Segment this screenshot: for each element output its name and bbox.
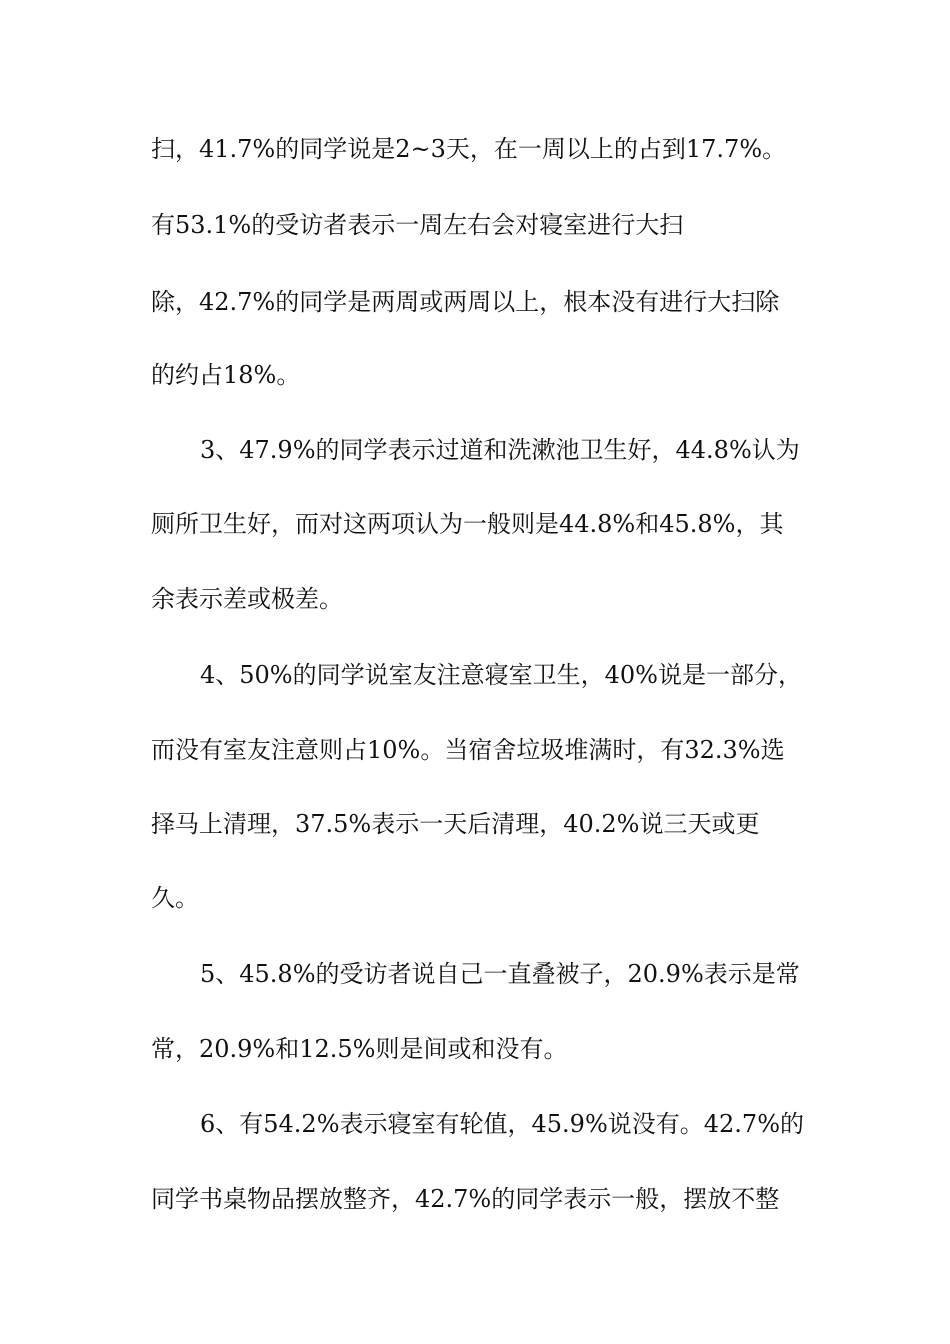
text-line: 有53.1%的受访者表示一周左右会对寝室进行大扫 [151,211,684,239]
paragraph-6-line: 6、有54.2%表示寝室有轮值，45.9%说没有。42.7%的 [200,1110,804,1138]
text-line: 的约占18%。 [151,361,301,389]
text-line: 厕所卫生好，而对这两项认为一般则是44.8%和45.8%，其 [151,510,784,538]
text-line: 常，20.9%和12.5%则是间或和没有。 [151,1035,568,1063]
text-line: 余表示差或极差。 [151,585,343,613]
paragraph-4-line: 4、50%的同学说室友注意寝室卫生，40%说是一部分， [200,661,802,689]
text-line: 同学书桌物品摆放整齐，42.7%的同学表示一般，摆放不整 [151,1185,780,1213]
text-line: 久。 [151,884,199,912]
paragraph-3-line: 3、47.9%的同学表示过道和洗漱池卫生好，44.8%认为 [200,436,800,464]
text-line: 除，42.7%的同学是两周或两周以上，根本没有进行大扫除 [151,288,780,316]
text-line: 扫，41.7%的同学说是2~3天，在一周以上的占到17.7%。 [151,135,787,163]
text-line: 择马上清理，37.5%表示一天后清理，40.2%说三天或更 [151,810,760,838]
text-line: 而没有室友注意则占10%。当宿舍垃圾堆满时，有32.3%选 [151,736,785,764]
paragraph-5-line: 5、45.8%的受访者说自己一直叠被子，20.9%表示是常 [200,960,800,988]
